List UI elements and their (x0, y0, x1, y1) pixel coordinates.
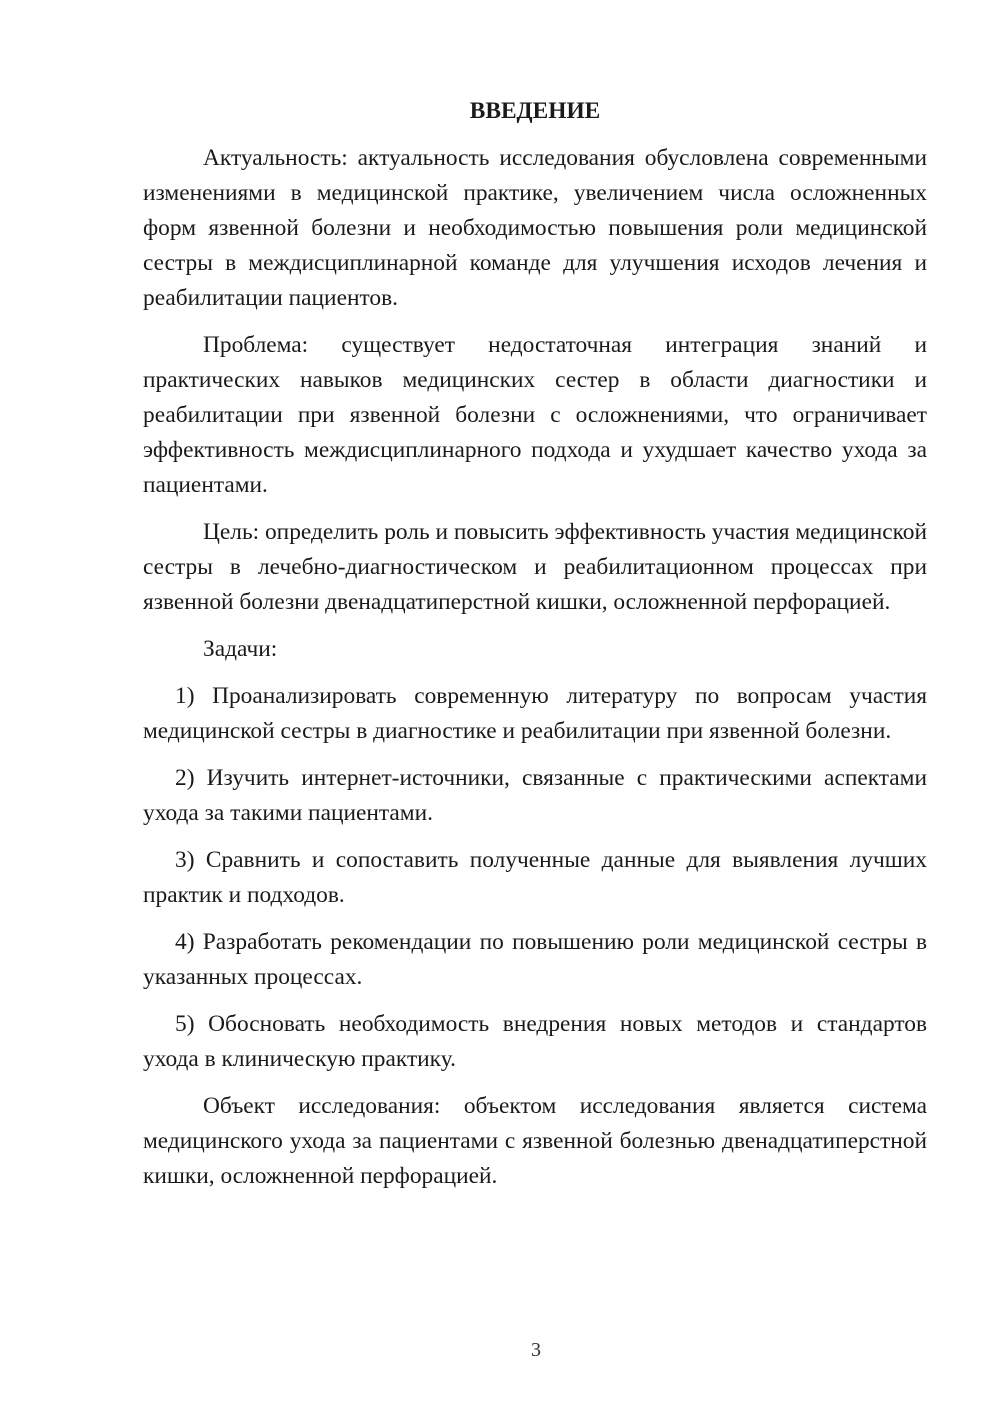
page-number: 3 (531, 1339, 541, 1361)
task-item-4: 4) Разработать рекомендации по повышению роли медицинской сестры в указанных процессах. (143, 929, 927, 990)
page-content (143, 94, 927, 1206)
object-paragraph: Объект исследования: объектом исследования является система медицинского ухода за пациентами с язвенной болезнью двенадцатиперстной кишки, осложненной перфорацией. (143, 1093, 927, 1189)
task-item-3: 3) Сравнить и сопоставить полученные данные для выявления лучших практик и подходов. (143, 847, 927, 908)
problem-paragraph: Проблема: существует недостаточная интеграция знаний и практических навыков медицинских сестер в области диагностики и реабилитации при язвенной болезни с осложнениями, что ограничивает эффективность междисциплинарного подхода и ухудшает качество ухода за пациентами. (143, 332, 927, 498)
tasks-label: Задачи: (203, 636, 278, 662)
goal-paragraph: Цель: определить роль и повысить эффективность участия медицинской сестры в лечебно-диагностическом и реабилитационном процессах при язвенной болезни двенадцатиперстной кишки, осложненной перфорацией. (143, 519, 927, 615)
task-item-2: 2) Изучить интернет-источники, связанные с практическими аспектами ухода за такими пациентами. (143, 765, 927, 826)
task-item-5: 5) Обосновать необходимость внедрения новых методов и стандартов ухода в клиническую практику. (143, 1011, 927, 1072)
relevance-paragraph: Актуальность: актуальность исследования обусловлена современными изменениями в медицинской практике, увеличением числа осложненных форм язвенной болезни и необходимостью повышения роли медицинской сестры в междисциплинарной команде для улучшения исходов лечения и реабилитации пациентов. (143, 145, 927, 311)
task-item-1: 1) Проанализировать современную литературу по вопросам участия медицинской сестры в диагностике и реабилитации при язвенной болезни. (143, 683, 927, 744)
section-heading: ВВЕДЕНИЕ (469, 98, 601, 124)
